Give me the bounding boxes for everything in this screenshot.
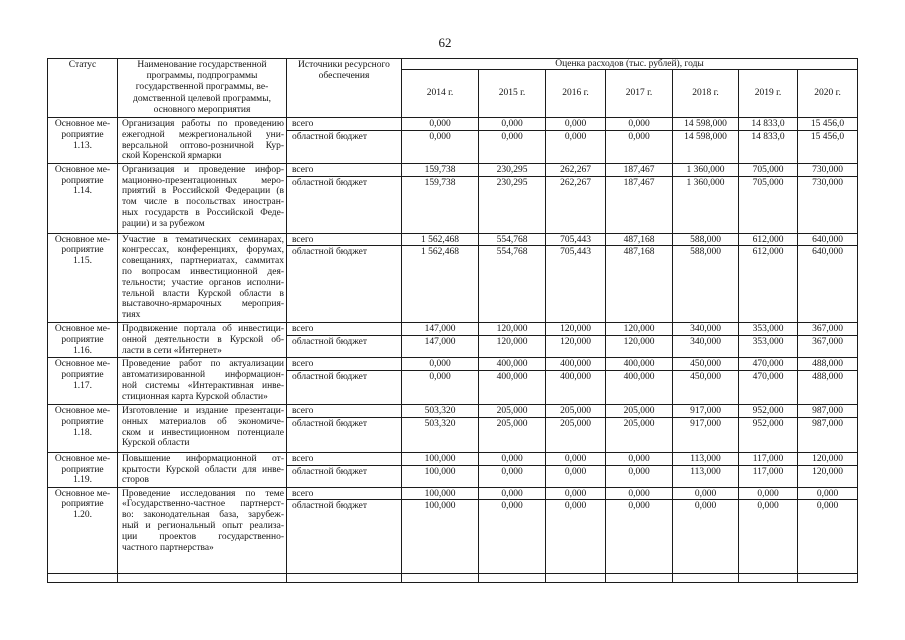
source-total-label: всего xyxy=(287,452,402,465)
source-regional-budget-label: областной бюджет xyxy=(287,370,402,404)
regional-2020-value: 987,000 xyxy=(798,417,858,452)
empty-cell xyxy=(739,574,798,583)
regional-2019-value: 952,000 xyxy=(739,417,798,452)
total-2020-value: 0,000 xyxy=(798,487,858,500)
empty-row xyxy=(48,574,858,583)
regional-2017-value: 487,168 xyxy=(606,246,673,323)
total-2016-value: 705,443 xyxy=(546,233,606,246)
status-line: 1.20. xyxy=(73,510,92,521)
total-2015-value: 120,000 xyxy=(479,323,546,336)
total-2019-value: 353,000 xyxy=(739,323,798,336)
name-line: частного партнерства» xyxy=(122,542,214,553)
status-line: 1.17. xyxy=(73,380,92,391)
budget-table xyxy=(47,58,858,583)
source-regional-budget-label: областной бюджет xyxy=(287,246,402,323)
name-line: версальной оптово-розничной Кур- xyxy=(122,140,284,151)
status-line: 1.19. xyxy=(73,475,92,486)
total-2017-value: 487,168 xyxy=(606,233,673,246)
source-total-label: всего xyxy=(287,163,402,176)
status-cell xyxy=(48,358,118,405)
regional-2015-value: 120,000 xyxy=(479,336,546,358)
source-total-label: всего xyxy=(287,358,402,371)
name-line: ском и инвестиционном потенциале xyxy=(122,427,284,438)
regional-2014-value: 100,000 xyxy=(402,500,479,574)
empty-cell xyxy=(118,574,287,583)
status-line: 1.13. xyxy=(73,140,92,151)
regional-2017-value: 120,000 xyxy=(606,336,673,358)
total-2017-value: 120,000 xyxy=(606,323,673,336)
regional-2016-value: 205,000 xyxy=(546,417,606,452)
empty-cell xyxy=(546,574,606,583)
regional-2019-value: 0,000 xyxy=(739,500,798,574)
total-2017-value: 205,000 xyxy=(606,404,673,417)
name-line: Организация и проведение инфор- xyxy=(122,164,284,175)
total-2015-value: 205,000 xyxy=(479,404,546,417)
name-line: автоматизированной информацион- xyxy=(122,369,284,380)
regional-2015-value: 0,000 xyxy=(479,465,546,487)
total-2015-value: 230,295 xyxy=(479,163,546,176)
regional-2014-value: 0,000 xyxy=(402,130,479,163)
total-2020-value: 640,000 xyxy=(798,233,858,246)
status-line: роприятие xyxy=(61,335,104,346)
total-2016-value: 0,000 xyxy=(546,487,606,500)
name-line: сторов xyxy=(122,475,149,486)
regional-2018-value: 14 598,000 xyxy=(673,130,739,163)
total-2016-value: 205,000 xyxy=(546,404,606,417)
regional-2014-value: 503,320 xyxy=(402,417,479,452)
regional-2020-value: 120,000 xyxy=(798,465,858,487)
source-total-label: всего xyxy=(287,487,402,500)
name-line: том числе в посольствах иностран- xyxy=(122,197,284,208)
estimate-header: Оценка расходов (тыс. рублей), годы xyxy=(402,59,858,70)
status-line: Основное ме- xyxy=(54,164,111,175)
regional-2017-value: 400,000 xyxy=(606,370,673,404)
name-line: крытости Курской области для инве- xyxy=(122,464,284,475)
total-2019-value: 0,000 xyxy=(739,487,798,500)
regional-2016-value: 120,000 xyxy=(546,336,606,358)
name-line: рации) и за рубежом xyxy=(122,218,205,229)
status-header: Статус xyxy=(48,59,118,118)
total-2014-value: 100,000 xyxy=(402,452,479,465)
source-total-label: всего xyxy=(287,233,402,246)
regional-2016-value: 0,000 xyxy=(546,465,606,487)
name-line: ской Коренской ярмарки xyxy=(122,151,222,162)
name-line: ежегодной межрегиональной уни- xyxy=(122,129,284,140)
empty-cell xyxy=(798,574,858,583)
regional-2018-value: 450,000 xyxy=(673,370,739,404)
status-line: Основное ме- xyxy=(54,324,111,335)
total-2014-value: 100,000 xyxy=(402,487,479,500)
name-cell xyxy=(118,163,287,233)
status-cell xyxy=(48,233,118,323)
source-regional-budget-label: областной бюджет xyxy=(287,500,402,574)
regional-2018-value: 340,000 xyxy=(673,336,739,358)
year-2019-header: 2019 г. xyxy=(739,70,798,118)
source-total-label: всего xyxy=(287,404,402,417)
regional-2015-value: 0,000 xyxy=(479,130,546,163)
total-2018-value: 588,000 xyxy=(673,233,739,246)
status-line: 1.15. xyxy=(73,256,92,267)
status-line: роприятие xyxy=(61,129,104,140)
status-cell xyxy=(48,323,118,358)
year-2014-header: 2014 г. xyxy=(402,70,479,118)
header-row xyxy=(48,59,858,70)
regional-2016-value: 705,443 xyxy=(546,246,606,323)
regional-2020-value: 0,000 xyxy=(798,500,858,574)
regional-2019-value: 14 833,0 xyxy=(739,130,798,163)
name-line: ный и региональный опыт реализа- xyxy=(122,520,284,531)
total-2017-value: 400,000 xyxy=(606,358,673,371)
name-line: Повышение информационной от- xyxy=(122,453,284,464)
table-body xyxy=(48,118,858,583)
status-line: роприятие xyxy=(61,245,104,256)
name-line: онной деятельности в Курской об- xyxy=(122,335,284,346)
name-line: ласти в сети «Интернет» xyxy=(122,345,222,356)
regional-2014-value: 0,000 xyxy=(402,370,479,404)
total-2015-value: 554,768 xyxy=(479,233,546,246)
status-cell xyxy=(48,118,118,164)
regional-2019-value: 705,000 xyxy=(739,176,798,233)
name-line: Участие в тематических семинарах, xyxy=(122,234,284,245)
total-2020-value: 367,000 xyxy=(798,323,858,336)
total-2015-value: 0,000 xyxy=(479,452,546,465)
status-line: роприятие xyxy=(61,175,104,186)
total-2014-value: 159,738 xyxy=(402,163,479,176)
name-header: Наименование государственной программы, подпрограммы государственной программы, ве- домственной целевой программы, основного мероприятия xyxy=(118,59,287,118)
status-line: роприятие xyxy=(61,499,104,510)
total-2017-value: 0,000 xyxy=(606,487,673,500)
status-line: 1.16. xyxy=(73,345,92,356)
total-2019-value: 705,000 xyxy=(739,163,798,176)
source-total-label: всего xyxy=(287,323,402,336)
name-line: Проведение исследования по теме xyxy=(122,488,284,499)
total-2017-value: 0,000 xyxy=(606,452,673,465)
regional-2020-value: 367,000 xyxy=(798,336,858,358)
regional-2017-value: 0,000 xyxy=(606,465,673,487)
regional-2014-value: 1 562,468 xyxy=(402,246,479,323)
year-2018-header: 2018 г. xyxy=(673,70,739,118)
regional-2019-value: 612,000 xyxy=(739,246,798,323)
total-2015-value: 400,000 xyxy=(479,358,546,371)
total-2016-value: 0,000 xyxy=(546,452,606,465)
name-line: Проведение работ по актуализации xyxy=(122,359,284,370)
regional-2014-value: 159,738 xyxy=(402,176,479,233)
regional-2020-value: 640,000 xyxy=(798,246,858,323)
total-2018-value: 340,000 xyxy=(673,323,739,336)
name-line: «Государственно-частное партнерст- xyxy=(122,499,284,510)
name-line: Продвижение портала об инвестици- xyxy=(122,324,284,335)
empty-cell xyxy=(673,574,739,583)
regional-2016-value: 0,000 xyxy=(546,500,606,574)
table-row xyxy=(48,233,858,246)
regional-2015-value: 400,000 xyxy=(479,370,546,404)
total-2018-value: 0,000 xyxy=(673,487,739,500)
name-line: тельной власти Курской области в xyxy=(122,288,284,299)
name-line: Курской области xyxy=(122,438,190,449)
name-line: ции проектов государственно- xyxy=(122,531,284,542)
page-number: 62 xyxy=(438,35,452,50)
empty-cell xyxy=(48,574,118,583)
total-2014-value: 503,320 xyxy=(402,404,479,417)
table-row xyxy=(48,404,858,417)
sources-header: Источники ресурсного обеспечения xyxy=(287,59,402,118)
table-row xyxy=(48,358,858,371)
total-2017-value: 0,000 xyxy=(606,118,673,131)
regional-2015-value: 230,295 xyxy=(479,176,546,233)
regional-2018-value: 917,000 xyxy=(673,417,739,452)
regional-2017-value: 205,000 xyxy=(606,417,673,452)
total-2018-value: 1 360,000 xyxy=(673,163,739,176)
total-2018-value: 450,000 xyxy=(673,358,739,371)
empty-cell xyxy=(402,574,479,583)
regional-2016-value: 400,000 xyxy=(546,370,606,404)
total-2019-value: 612,000 xyxy=(739,233,798,246)
name-line: приятий в Российской Федерации (в xyxy=(122,186,284,197)
source-total-label: всего xyxy=(287,118,402,131)
name-cell xyxy=(118,452,287,487)
regional-2015-value: 554,768 xyxy=(479,246,546,323)
total-2020-value: 15 456,0 xyxy=(798,118,858,131)
source-regional-budget-label: областной бюджет xyxy=(287,336,402,358)
total-2019-value: 14 833,0 xyxy=(739,118,798,131)
year-2020-header: 2020 г. xyxy=(798,70,858,118)
total-2016-value: 120,000 xyxy=(546,323,606,336)
year-2017-header: 2017 г. xyxy=(606,70,673,118)
name-cell xyxy=(118,233,287,323)
status-line: Основное ме- xyxy=(54,234,111,245)
table-header xyxy=(48,59,858,118)
name-line: совещаниях, партнериатах, саммитах xyxy=(122,256,284,267)
table-row xyxy=(48,163,858,176)
regional-2018-value: 0,000 xyxy=(673,500,739,574)
regional-2019-value: 117,000 xyxy=(739,465,798,487)
name-line: ных государств в Российской Феде- xyxy=(122,207,284,218)
table-row xyxy=(48,487,858,500)
status-line: роприятие xyxy=(61,464,104,475)
total-2020-value: 730,000 xyxy=(798,163,858,176)
status-line: роприятие xyxy=(61,416,104,427)
total-2015-value: 0,000 xyxy=(479,487,546,500)
total-2018-value: 917,000 xyxy=(673,404,739,417)
regional-2014-value: 147,000 xyxy=(402,336,479,358)
source-regional-budget-label: областной бюджет xyxy=(287,417,402,452)
regional-2018-value: 113,000 xyxy=(673,465,739,487)
name-line: Организация работы по проведению xyxy=(122,119,284,129)
total-2016-value: 262,267 xyxy=(546,163,606,176)
name-cell xyxy=(118,487,287,574)
regional-2018-value: 1 360,000 xyxy=(673,176,739,233)
name-line: ной системы «Интерактивная инве- xyxy=(122,380,284,391)
empty-cell xyxy=(606,574,673,583)
regional-2020-value: 15 456,0 xyxy=(798,130,858,163)
status-line: Основное ме- xyxy=(54,405,111,416)
regional-2014-value: 100,000 xyxy=(402,465,479,487)
status-cell xyxy=(48,452,118,487)
table-row xyxy=(48,452,858,465)
total-2014-value: 0,000 xyxy=(402,358,479,371)
name-cell xyxy=(118,404,287,452)
total-2019-value: 952,000 xyxy=(739,404,798,417)
name-line: онных материалов об экономиче- xyxy=(122,416,284,427)
regional-2017-value: 0,000 xyxy=(606,130,673,163)
regional-2016-value: 262,267 xyxy=(546,176,606,233)
status-cell xyxy=(48,487,118,574)
regional-2020-value: 730,000 xyxy=(798,176,858,233)
table-row xyxy=(48,323,858,336)
total-2018-value: 14 598,000 xyxy=(673,118,739,131)
total-2020-value: 488,000 xyxy=(798,358,858,371)
name-line: мационно-презентационных меро- xyxy=(122,175,284,186)
source-regional-budget-label: областной бюджет xyxy=(287,176,402,233)
regional-2019-value: 470,000 xyxy=(739,370,798,404)
status-line: Основное ме- xyxy=(54,488,111,499)
name-line: тиях xyxy=(122,310,141,321)
name-cell xyxy=(118,358,287,405)
regional-2019-value: 353,000 xyxy=(739,336,798,358)
total-2019-value: 117,000 xyxy=(739,452,798,465)
regional-2017-value: 187,467 xyxy=(606,176,673,233)
status-line: 1.18. xyxy=(73,427,92,438)
empty-cell xyxy=(287,574,402,583)
name-line: конгрессах, конференциях, форумах, xyxy=(122,245,284,256)
status-line: Основное ме- xyxy=(54,119,111,129)
name-cell xyxy=(118,323,287,358)
year-2015-header: 2015 г. xyxy=(479,70,546,118)
total-2016-value: 400,000 xyxy=(546,358,606,371)
total-2019-value: 470,000 xyxy=(739,358,798,371)
regional-2020-value: 488,000 xyxy=(798,370,858,404)
status-cell xyxy=(48,404,118,452)
total-2014-value: 1 562,468 xyxy=(402,233,479,246)
regional-2018-value: 588,000 xyxy=(673,246,739,323)
total-2016-value: 0,000 xyxy=(546,118,606,131)
total-2015-value: 0,000 xyxy=(479,118,546,131)
total-2014-value: 147,000 xyxy=(402,323,479,336)
name-line: выставочно-ярмарочных мероприя- xyxy=(122,299,284,310)
regional-2017-value: 0,000 xyxy=(606,500,673,574)
regional-2016-value: 0,000 xyxy=(546,130,606,163)
status-line: роприятие xyxy=(61,369,104,380)
name-line: по вопросам инвестиционной дея- xyxy=(122,266,284,277)
status-line: 1.14. xyxy=(73,186,92,197)
source-regional-budget-label: областной бюджет xyxy=(287,465,402,487)
total-2020-value: 120,000 xyxy=(798,452,858,465)
source-regional-budget-label: областной бюджет xyxy=(287,130,402,163)
table-row xyxy=(48,118,858,131)
total-2017-value: 187,467 xyxy=(606,163,673,176)
empty-cell xyxy=(479,574,546,583)
status-line: Основное ме- xyxy=(54,359,111,370)
name-line: Изготовление и издание презентаци- xyxy=(122,405,284,416)
total-2020-value: 987,000 xyxy=(798,404,858,417)
status-line: Основное ме- xyxy=(54,453,111,464)
total-2018-value: 113,000 xyxy=(673,452,739,465)
regional-2015-value: 0,000 xyxy=(479,500,546,574)
regional-2015-value: 205,000 xyxy=(479,417,546,452)
name-cell xyxy=(118,118,287,164)
total-2014-value: 0,000 xyxy=(402,118,479,131)
status-cell xyxy=(48,163,118,233)
year-2016-header: 2016 г. xyxy=(546,70,606,118)
name-line: стиционная карта Курской области» xyxy=(122,391,268,402)
name-line: во: законодательная база, зарубеж- xyxy=(122,510,284,521)
name-line: тельности; участие органов исполни- xyxy=(122,277,284,288)
